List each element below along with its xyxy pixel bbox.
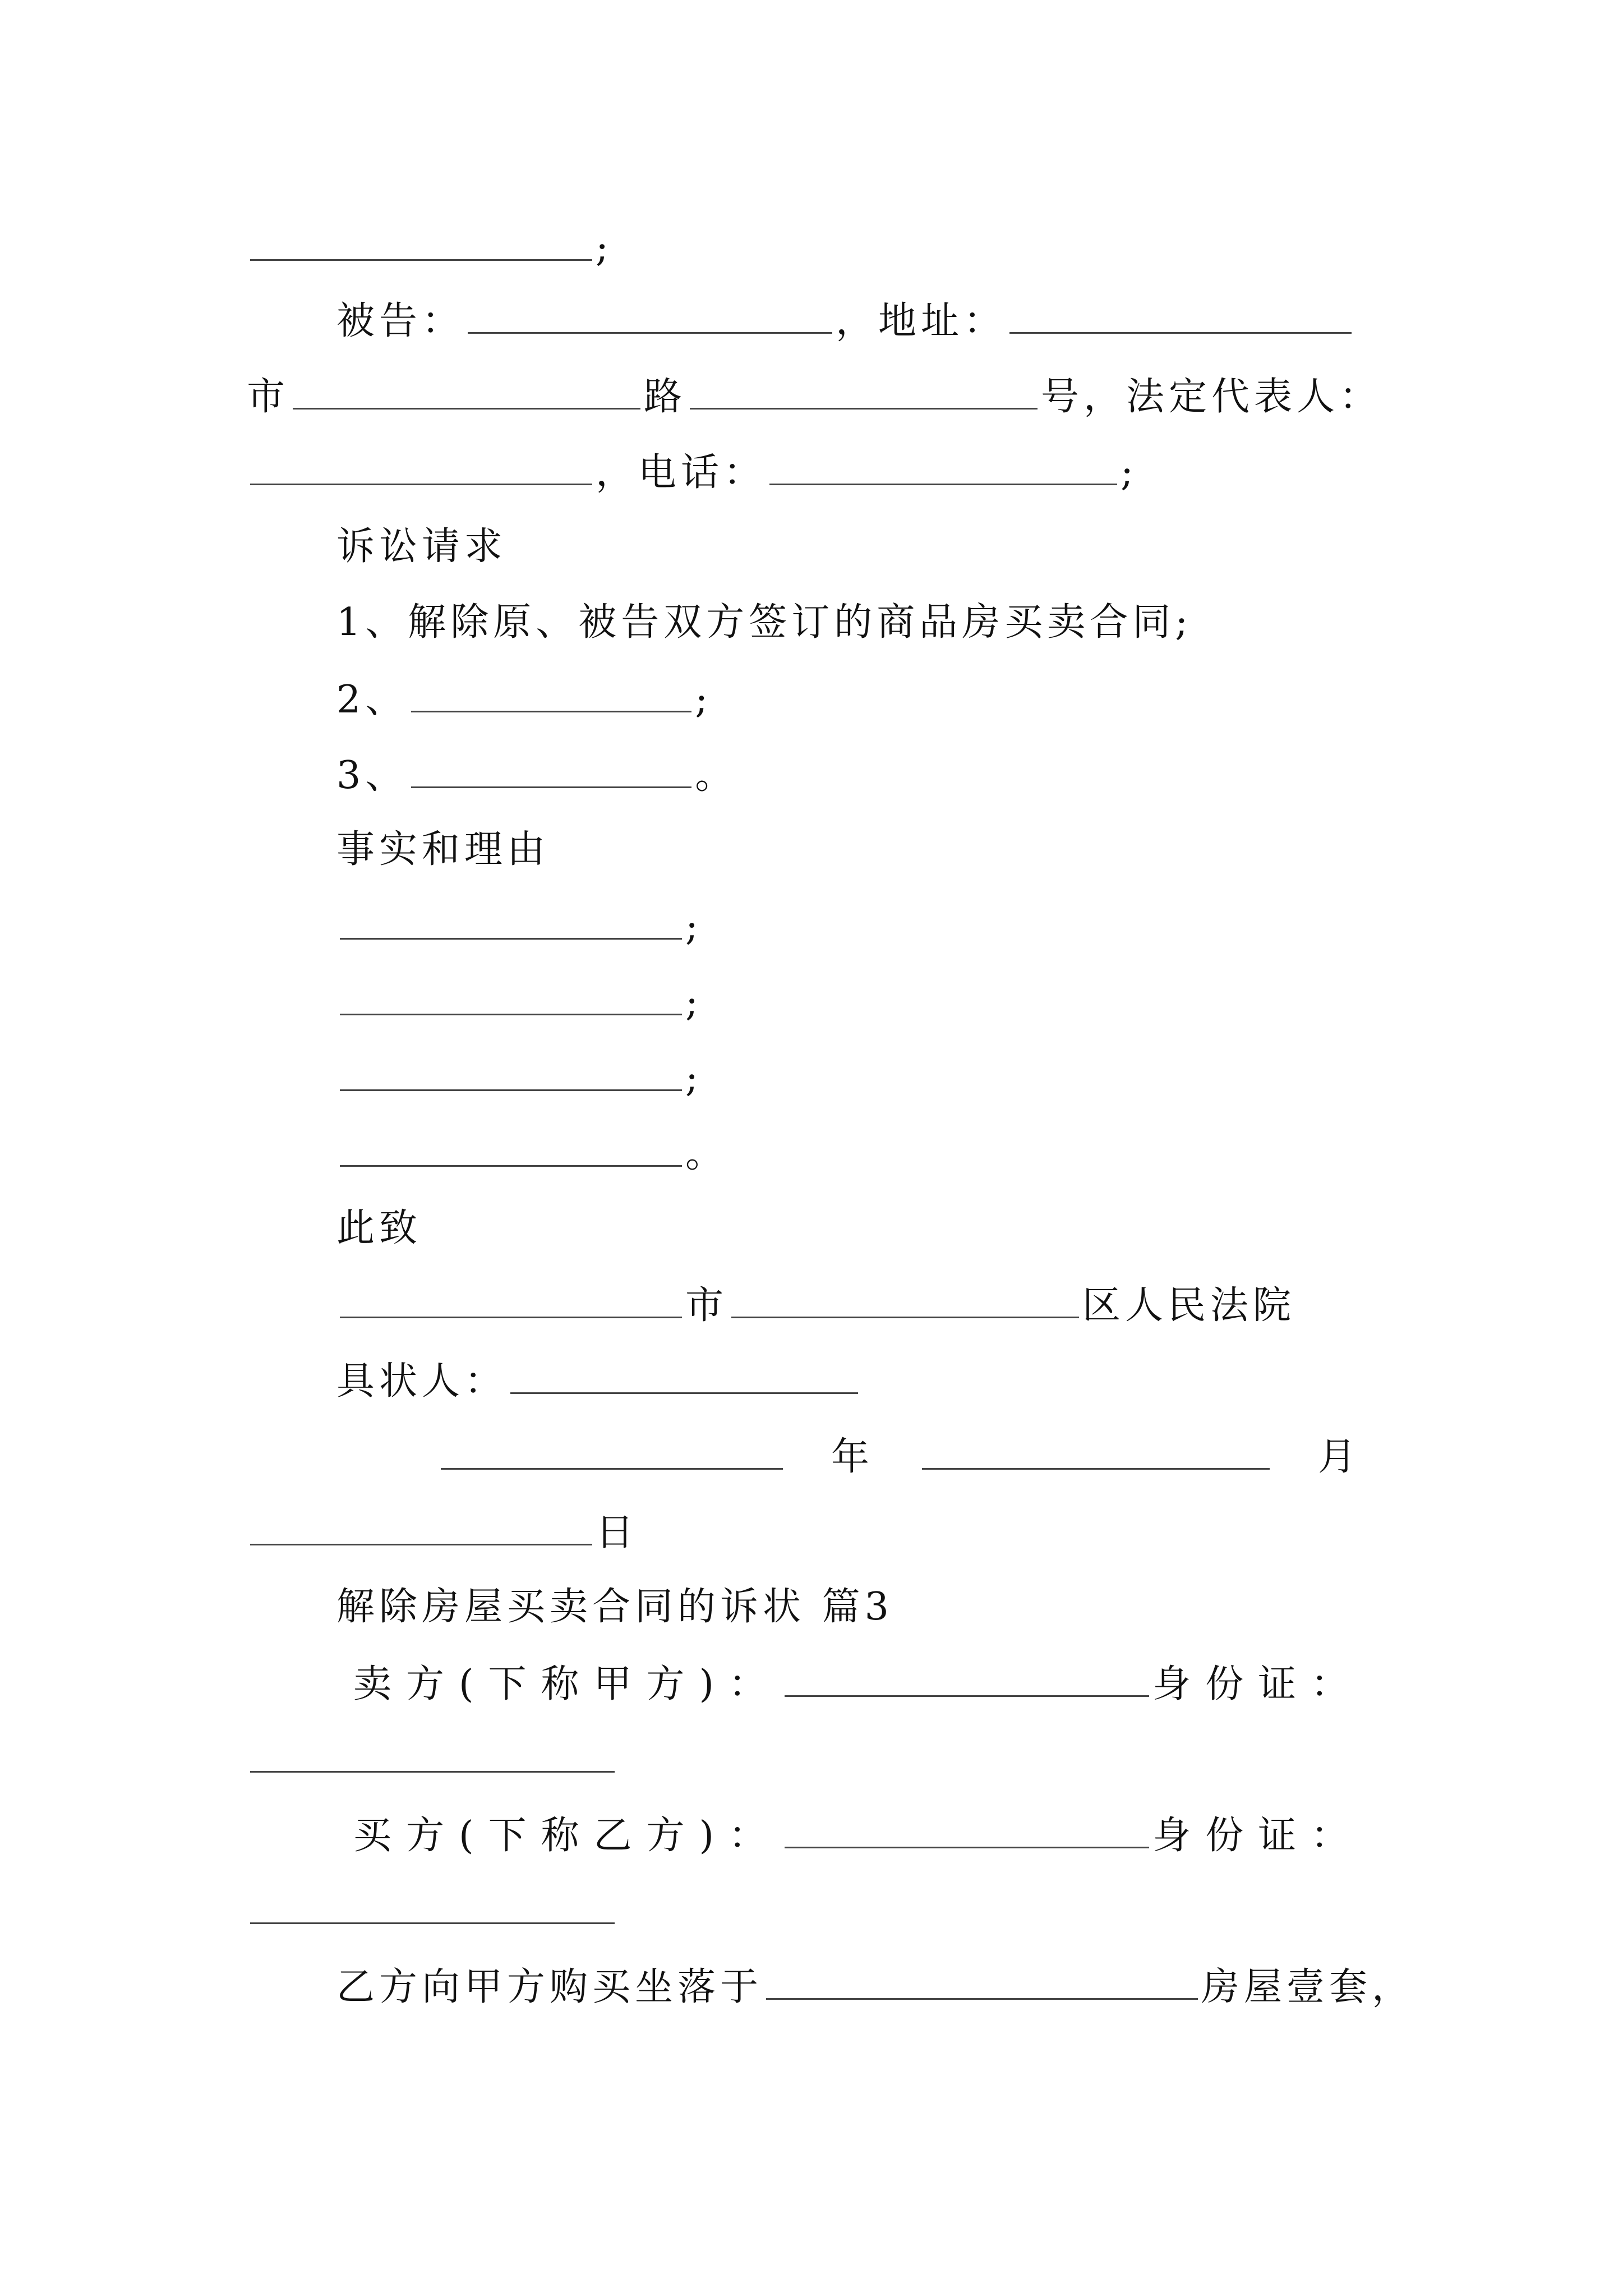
- text: ;: [596, 226, 613, 270]
- court-city-label: 市: [685, 1283, 728, 1328]
- section-title: 解除房屋买卖合同的诉状 篇3: [336, 1585, 893, 1629]
- facts-heading: 事实和理由: [336, 827, 550, 872]
- plaintiff-sign-line: [336, 1352, 861, 1408]
- address-label: ，地址：: [836, 299, 1007, 343]
- address-blank[interactable]: [1009, 292, 1352, 334]
- fact-4-blank[interactable]: [340, 1125, 682, 1167]
- fact-3: [336, 1049, 703, 1105]
- date-line: [437, 1428, 1361, 1484]
- claim-3-number: 3、: [336, 753, 408, 798]
- seller-id-blank[interactable]: [250, 1731, 615, 1773]
- court-line: [336, 1276, 1295, 1332]
- road-blank[interactable]: [690, 367, 1038, 409]
- day-line: [247, 1503, 638, 1559]
- city-label: 市: [247, 375, 290, 419]
- claim-3: [336, 746, 737, 802]
- property-location-blank[interactable]: [766, 1958, 1198, 2000]
- buyer-id-line: [247, 1882, 618, 1938]
- fact-3-blank[interactable]: [340, 1049, 682, 1091]
- court-city-blank[interactable]: [340, 1276, 682, 1318]
- fact-4: [336, 1125, 728, 1181]
- claim-2-number: 2、: [336, 678, 408, 722]
- fact-1-blank[interactable]: [340, 898, 682, 940]
- seller-id-line: [247, 1731, 618, 1787]
- fact-2-blank[interactable]: [340, 973, 682, 1015]
- court-district-blank[interactable]: [731, 1276, 1079, 1318]
- seller-name-blank[interactable]: [785, 1655, 1149, 1697]
- purchase-line: [336, 1958, 1414, 2014]
- year-blank[interactable]: [441, 1428, 783, 1470]
- defendant-name-blank[interactable]: [468, 292, 832, 334]
- fact-1: [336, 898, 703, 954]
- seller-id-label: 身份证：: [1152, 1662, 1364, 1706]
- buyer-label: 买方(下称乙方)：: [353, 1814, 782, 1858]
- claim-2: [336, 670, 712, 726]
- legal-rep-blank[interactable]: [250, 443, 592, 485]
- phone-blank[interactable]: [769, 443, 1117, 485]
- phone-label: ，电话：: [596, 450, 767, 495]
- purchase-suffix: 房屋壹套，: [1201, 1965, 1415, 2009]
- salutation: 此致: [336, 1206, 422, 1250]
- month-blank[interactable]: [922, 1428, 1270, 1470]
- text: ;: [695, 678, 713, 722]
- fact-2: [336, 973, 703, 1029]
- claim-3-blank[interactable]: [411, 746, 691, 788]
- text: ;: [685, 1056, 703, 1101]
- year-label: 年: [831, 1435, 874, 1479]
- text: ;: [685, 905, 703, 949]
- seller-line: [353, 1655, 1363, 1711]
- legal-rep-label: 号，法定代表人：: [1041, 375, 1382, 419]
- defendant-line: [336, 292, 1355, 348]
- text: 。: [695, 753, 738, 798]
- plaintiff-sign-blank[interactable]: [510, 1352, 858, 1394]
- text: ;: [1121, 450, 1138, 495]
- buyer-id-label: 身份证：: [1152, 1814, 1364, 1858]
- plaintiff-sign-label: 具状人：: [336, 1359, 508, 1404]
- seller-label: 卖方(下称甲方)：: [353, 1662, 782, 1706]
- phone-line: [247, 443, 1138, 499]
- month-label: 月: [1318, 1435, 1361, 1479]
- day-blank[interactable]: [250, 1503, 592, 1545]
- road-label: 路: [644, 375, 687, 419]
- buyer-name-blank[interactable]: [785, 1806, 1149, 1848]
- court-suffix: 区人民法院: [1082, 1283, 1296, 1328]
- address-line: [247, 367, 1382, 424]
- purchase-prefix: 乙方向甲方购买坐落于: [336, 1965, 763, 2009]
- claims-heading: 诉讼请求: [336, 524, 508, 569]
- claim-1: 1、解除原、被告双方签订的商品房买卖合同;: [336, 600, 1193, 645]
- blank-field[interactable]: [250, 219, 592, 261]
- line-continuation: [247, 219, 613, 275]
- city-blank[interactable]: [293, 367, 640, 409]
- buyer-id-blank[interactable]: [250, 1882, 615, 1924]
- buyer-line: [353, 1806, 1363, 1862]
- claim-2-blank[interactable]: [411, 670, 691, 712]
- defendant-label: 被告：: [336, 299, 465, 343]
- text: 。: [685, 1132, 728, 1176]
- day-label: 日: [596, 1511, 639, 1555]
- text: ;: [685, 981, 703, 1025]
